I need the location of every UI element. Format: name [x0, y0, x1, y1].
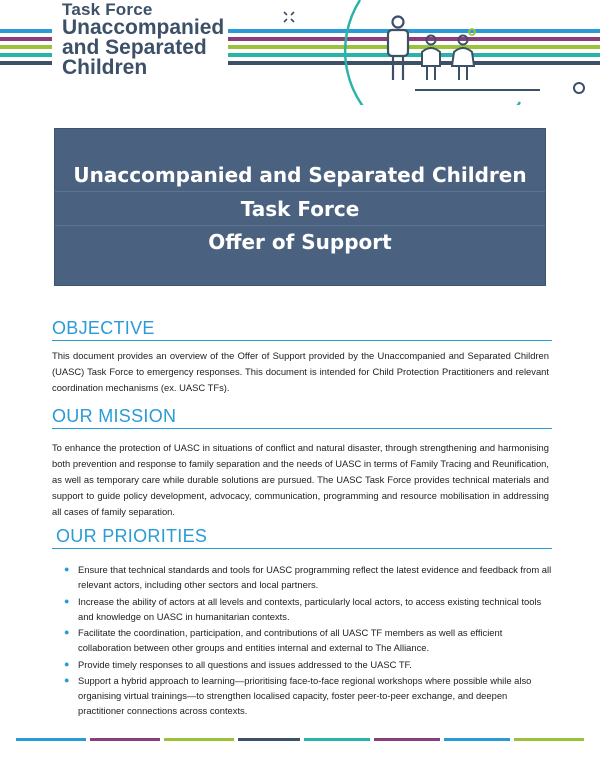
list-item: [64, 625, 554, 655]
bullet-icon: ●: [64, 564, 70, 574]
mission-rule: [52, 428, 552, 429]
footer-stripe: [304, 738, 370, 741]
footer-stripe: [514, 738, 584, 741]
list-item: [64, 673, 554, 718]
footer-stripe: [16, 738, 86, 741]
sparkle-icon: [281, 9, 297, 25]
priority-text: Increase the ability of actors at all levels and contexts, particularly local actors, to access existing technical tools and knowledge on UASC in humanitarian contexts.: [78, 595, 542, 622]
list-item: [64, 594, 554, 624]
footer-stripe: [238, 738, 300, 741]
mission-text: To enhance the protection of UASC in situations of conflict and natural disaster, through strengthening and harmonising both prevention and response to family separation and the needs of UASC in terms of Family Tracing and Reunification, as well as temporary care while durable solutions are pursued. The UASC Task Force provides technical materials and support to guide policy development, advocacy, communication, programming and resource mobilisation in addressing all cases of family separation.: [52, 442, 549, 517]
bullet-icon: ●: [64, 658, 70, 669]
list-item: [64, 657, 554, 672]
priority-text: Provide timely responses to all questions and issues addressed to the UASC TF.: [78, 658, 412, 670]
title-divider: [55, 191, 545, 192]
title-divider: [55, 225, 545, 226]
priorities-list: [64, 562, 554, 720]
title-line-1: Unaccompanied and Separated Children: [73, 163, 527, 187]
footer-stripe: [164, 738, 234, 741]
header-stripe-green: [0, 45, 52, 49]
brand-line-task-force: Task Force: [62, 0, 153, 19]
title-line-3: Offer of Support: [208, 230, 392, 254]
header-stripe-purple: [0, 37, 52, 41]
objective-rule: [52, 340, 552, 341]
priorities-rule: [52, 548, 552, 549]
brand-line-unaccompanied: Unaccompanied: [62, 16, 225, 39]
bullet-icon: ●: [64, 675, 70, 685]
header-stripe-teal: [0, 53, 52, 57]
footer-stripe: [444, 738, 510, 741]
bullet-icon: ●: [64, 595, 70, 606]
brand-wordmark: [58, 1, 228, 78]
header-stripe-blue: [0, 29, 52, 33]
objective-text: This document provides an overview of the Offer of Support provided by the Unaccompanied and Separated Children (UASC) Task Force to emergency responses. This document is intended for Child Protection Practitioners and relevant coordination mechanisms (ex. UASC TFs).: [52, 350, 549, 393]
title-banner: [54, 128, 546, 286]
bullet-icon: ●: [64, 627, 70, 637]
header-stripe-navy: [0, 61, 52, 65]
priority-text: Support a hybrid approach to learning—prioritising face-to-face regional workshops where possible while also organising virtual trainings—to strengthen localised capacity, foster peer-to-peer exchange, and deepen practitioner connections across contexts.: [78, 675, 532, 716]
footer-stripe: [90, 738, 160, 741]
priority-text: Ensure that technical standards and tools for UASC programming reflect the latest evidence and feedback from all relevant actors, including other sectors and local partners.: [78, 564, 552, 590]
family-icon: [340, 0, 600, 105]
priority-text: Facilitate the coordination, participation, and contributions of all UASC TF members as well as efficient collaboration between other groups and entities internal and external to The Alliance.: [78, 627, 503, 653]
title-line-2: Task Force: [240, 197, 360, 221]
mission-heading: OUR MISSION: [52, 406, 177, 426]
priorities-heading: OUR PRIORITIES: [56, 526, 208, 546]
footer-stripe: [374, 738, 440, 741]
brand-line-and-separated: and Separated: [62, 36, 207, 59]
list-item: [64, 562, 554, 592]
brand-line-children: Children: [62, 56, 148, 79]
objective-heading: OBJECTIVE: [52, 318, 155, 338]
